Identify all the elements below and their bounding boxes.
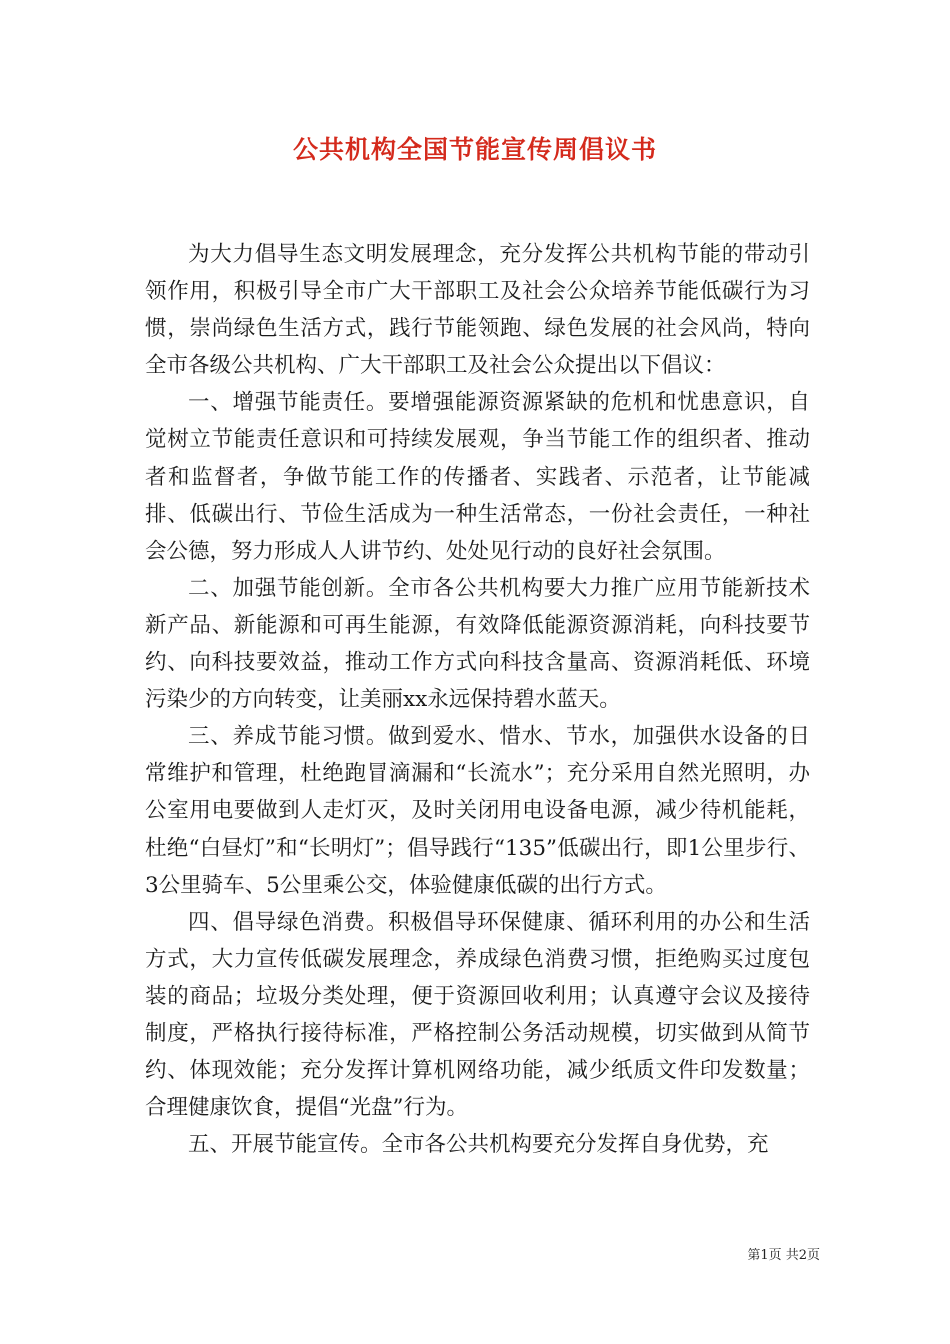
document-title: 公共机构全国节能宣传周倡议书	[292, 135, 657, 164]
section-5-paragraph: 五、开展节能宣传。全市各公共机构要充分发挥自身优势，充	[188, 1132, 769, 1158]
intro-paragraph: 为大力倡导生态文明发展理念，充分发挥公共机构节能的带动引领作用，积极引导全市广大干部职工及社会公众培养节能低碳行为习惯，崇尚绿色生活方式，践行节能领跑、绿色发展的社会风尚，特向全市各级公共机构、广大干部职工及社会公众提出以下倡议：	[145, 242, 810, 379]
page-number-footer: 第1页 共2页	[747, 1248, 820, 1263]
document-body	[145, 236, 810, 1163]
section-1-paragraph: 一、增强节能责任。要增强能源资源紧缺的危机和忧患意识，自觉树立节能责任意识和可持续发展观，争当节能工作的组织者、推动者和监督者，争做节能工作的传播者、实践者、示范者，让节能减排、低碳出行、节俭生活成为一种生活常态，一份社会责任，一种社会公德，努力形成人人讲节约、处处见行动的良好社会氛围。	[145, 390, 810, 564]
section-2-paragraph: 二、加强节能创新。全市各公共机构要大力推广应用节能新技术新产品、新能源和可再生能源，有效降低能源资源消耗，向科技要节约、向科技要效益，推动工作方式向科技含量高、资源消耗低、环境污染少的方向转变，让美丽xx永远保持碧水蓝天。	[145, 575, 810, 713]
section-4-paragraph: 四、倡导绿色消费。积极倡导环保健康、循环利用的办公和生活方式，大力宣传低碳发展理念，养成绿色消费习惯，拒绝购买过度包装的商品；垃圾分类处理，便于资源回收利用；认真遵守会议及接待制度，严格执行接待标准，严格控制公务活动规模，切实做到从简节约、体现效能；充分发挥计算机网络功能，减少纸质文件印发数量；合理健康饮食，提倡“光盘”行为。	[145, 909, 810, 1121]
section-3-paragraph: 三、养成节能习惯。做到爱水、惜水、节水，加强供水设备的日常维护和管理，杜绝跑冒滴漏和“长流水”；充分采用自然光照明，办公室用电要做到人走灯灭，及时关闭用电设备电源，减少待机能耗，杜绝“白昼灯”和“长明灯”；倡导践行“135”低碳出行，即1公里步行、3公里骑车、5公里乘公交，体验健康低碳的出行方式。	[145, 724, 810, 898]
